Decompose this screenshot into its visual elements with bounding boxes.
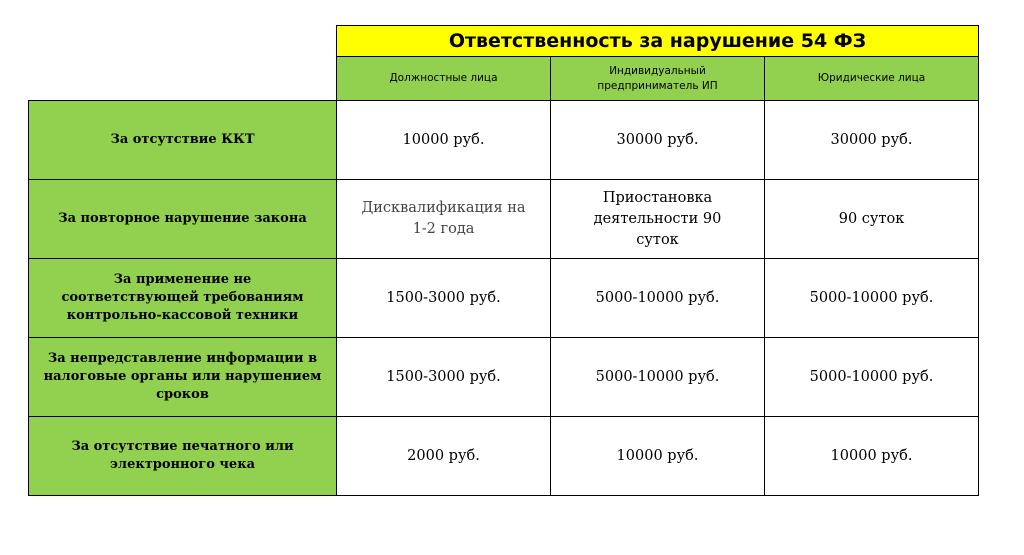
column-header-entrepreneur-line-2: предприниматель ИП xyxy=(597,79,718,92)
corner-cell xyxy=(29,26,337,101)
table-row-no-receipt xyxy=(29,417,979,496)
row-label-no-tax-info: За непредставление информации в налоговые органы или нарушением сроков xyxy=(29,338,337,417)
cell-noncompliant-kkt-entrepreneur: 5000-10000 руб. xyxy=(551,259,765,338)
row-label-repeat-violation: За повторное нарушение закона xyxy=(29,180,337,259)
table-row-noncompliant-kkt xyxy=(29,259,979,338)
table-title: Ответственность за нарушение 54 ФЗ xyxy=(337,26,979,57)
title-row xyxy=(29,26,979,57)
cell-no-kkt-entrepreneur: 30000 руб. xyxy=(551,101,765,180)
row-label-no-receipt: За отсутствие печатного или электронного чека xyxy=(29,417,337,496)
table-row-repeat-violation xyxy=(29,180,979,259)
column-header-entrepreneur-line-1: Индивидуальный xyxy=(609,64,706,77)
penalty-table xyxy=(28,25,979,496)
cell-no-receipt-entrepreneur: 10000 руб. xyxy=(551,417,765,496)
cell-repeat-violation-officials: Дисквалификация на 1-2 года xyxy=(337,180,551,259)
cell-no-tax-info-entrepreneur: 5000-10000 руб. xyxy=(551,338,765,417)
cell-no-kkt-officials: 10000 руб. xyxy=(337,101,551,180)
cell-noncompliant-kkt-legal: 5000-10000 руб. xyxy=(765,259,979,338)
cell-no-tax-info-officials: 1500-3000 руб. xyxy=(337,338,551,417)
table-row-no-kkt xyxy=(29,101,979,180)
cell-no-receipt-legal: 10000 руб. xyxy=(765,417,979,496)
cell-noncompliant-kkt-officials: 1500-3000 руб. xyxy=(337,259,551,338)
cell-repeat-violation-legal: 90 суток xyxy=(765,180,979,259)
cell-no-tax-info-legal: 5000-10000 руб. xyxy=(765,338,979,417)
column-header-legal-entities: Юридические лица xyxy=(765,57,979,101)
penalty-table-container xyxy=(28,25,979,496)
row-label-no-kkt: За отсутствие ККТ xyxy=(29,101,337,180)
row-label-noncompliant-kkt: За применение не соответствующей требованиям контрольно-кассовой техники xyxy=(29,259,337,338)
cell-no-receipt-officials: 2000 руб. xyxy=(337,417,551,496)
column-header-entrepreneur xyxy=(551,57,765,101)
cell-repeat-violation-entrepreneur: Приостановка деятельности 90 суток xyxy=(551,180,765,259)
table-row-no-tax-info xyxy=(29,338,979,417)
column-header-officials: Должностные лица xyxy=(337,57,551,101)
cell-no-kkt-legal: 30000 руб. xyxy=(765,101,979,180)
